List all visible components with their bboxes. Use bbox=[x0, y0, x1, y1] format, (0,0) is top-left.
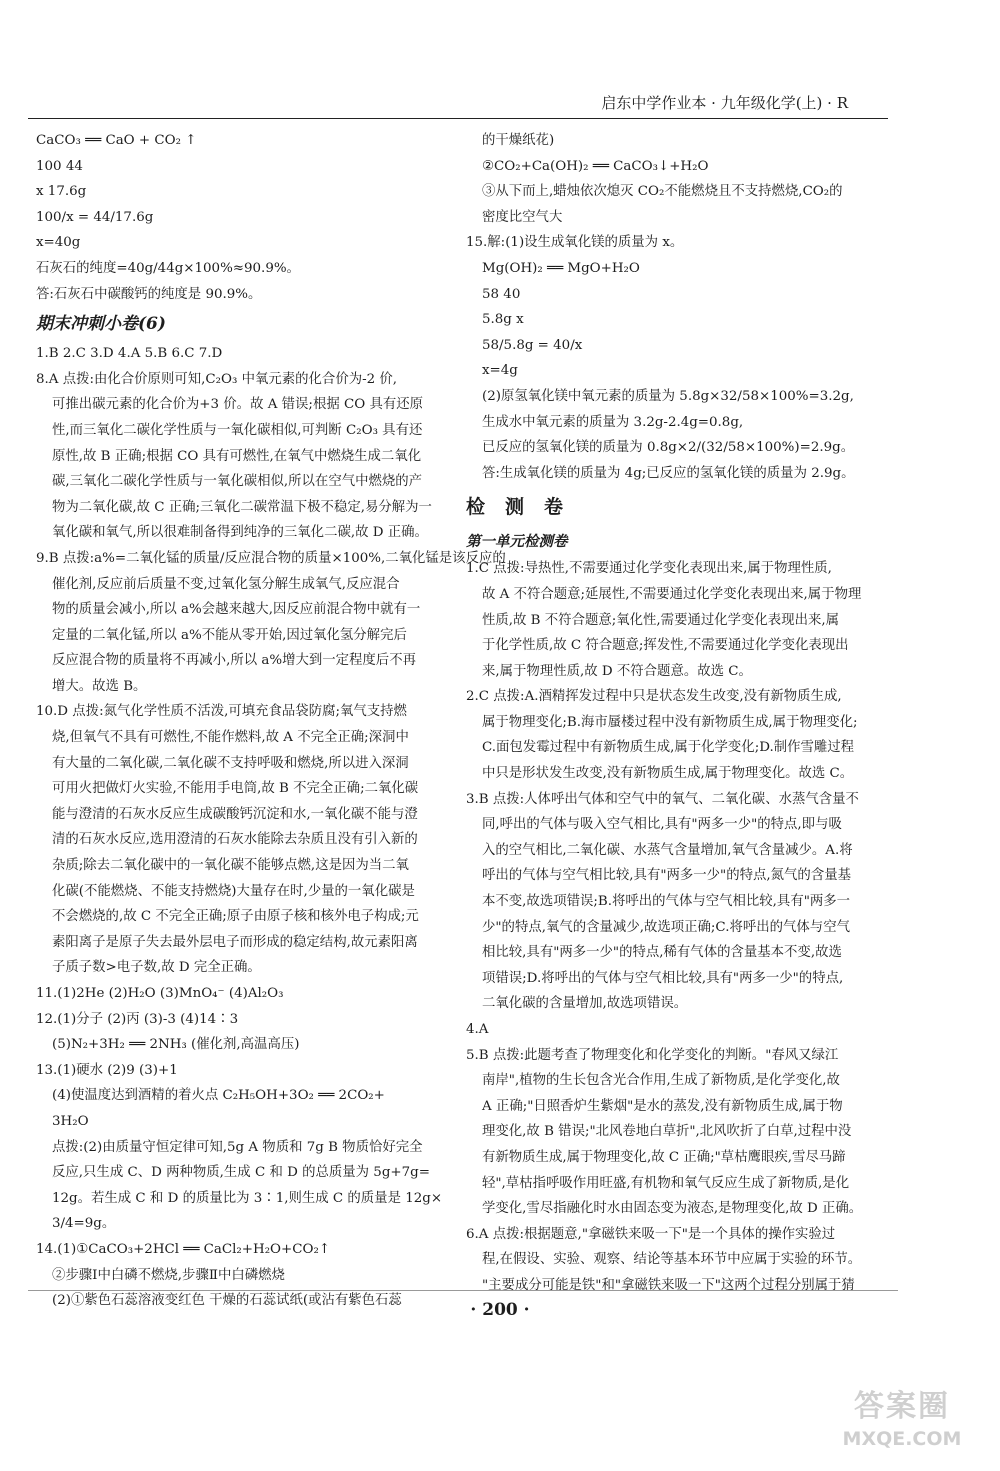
text-line: 可用火把做灯火实验,不能用手电筒,故 B 不完全正确;二氧化碳 bbox=[52, 781, 419, 797]
text-line: 100 44 bbox=[36, 158, 83, 174]
header-title: 启东中学作业本 · 九年级化学(上) · R bbox=[601, 94, 848, 112]
text-line: 少"的特点,氧气的含量减少,故选项正确;C.将呼出的气体与空气 bbox=[482, 919, 850, 935]
text-line: 有大量的二氧化碳,二氧化碳不支持呼吸和燃烧,所以进入深洞 bbox=[52, 755, 409, 771]
text-line: CaCO₃ ══ CaO + CO₂ ↑ bbox=[36, 133, 197, 148]
text-line: 素阳离子是原子失去最外层电子而形成的稳定结构,故元素阳离 bbox=[52, 934, 418, 950]
text-line: 点拨:(2)由质量守恒定律可知,5g A 物质和 7g B 物质恰好完全 bbox=[52, 1139, 423, 1155]
footer-rule bbox=[28, 1290, 898, 1291]
text-line: "主要成分可能是铁"和"拿磁铁来吸一下"这两个过程分别属于猜 bbox=[482, 1277, 855, 1293]
text-line: 反应,只生成 C、D 两种物质,生成 C 和 D 的总质量为 5g+7g= bbox=[52, 1165, 430, 1181]
text-line: (5)N₂+3H₂ ══ 2NH₃ (催化剂,高温高压) bbox=[52, 1037, 300, 1053]
text-line: 理变化,故 B 错误;"北风卷地白草折",北风吹折了白草,过程中没 bbox=[482, 1124, 852, 1140]
text-line: 3H₂O bbox=[52, 1113, 89, 1129]
watermark-line1: 答案圈 bbox=[854, 1389, 950, 1424]
text-line: 增大。故选 B。 bbox=[52, 678, 147, 694]
text-line: (2)原氢氧化镁中氧元素的质量为 5.8g×32/58×100%=3.2g, bbox=[482, 388, 854, 404]
right-column bbox=[466, 128, 896, 1299]
text-line: 可推出碳元素的化合价为+3 价。故 A 错误;根据 CO 具有还原 bbox=[52, 397, 424, 413]
text-line: 有新物质生成,属于物理变化,故 C 正确;"草枯鹰眼疾,雪尽马蹄 bbox=[482, 1149, 846, 1165]
text-line: ②步骤Ⅰ中白磷不燃烧,步骤Ⅱ中白磷燃烧 bbox=[52, 1267, 285, 1283]
section-heading: 第一单元检测卷 bbox=[466, 533, 568, 551]
text-line: 物为二氧化碳,故 C 正确;三氧化二碳常温下极不稳定,易分解为一 bbox=[52, 499, 432, 515]
text-line: 石灰石的纯度=40g/44g×100%≈90.9%。 bbox=[36, 260, 300, 276]
page-header bbox=[28, 88, 888, 119]
text-line: 58/5.8g = 40/x bbox=[482, 337, 583, 353]
text-line: 10.D 点拨:氮气化学性质不活泼,可填充食品袋防腐;氧气支持燃 bbox=[36, 704, 407, 720]
text-line: 本不变,故选项错误;B.将呼出的气体与空气相比较,具有"两多一 bbox=[482, 894, 851, 910]
text-line: 1.B 2.C 3.D 4.A 5.B 6.C 7.D bbox=[36, 346, 223, 362]
text-line: 不会燃烧的,故 C 不完全正确;原子由原子核和核外电子构成;元 bbox=[52, 909, 419, 925]
text-line: 定量的二氧化锰,所以 a%不能从零开始,因过氧化氢分解完后 bbox=[52, 627, 407, 643]
watermark-line2: MXQE.COM bbox=[842, 1428, 962, 1450]
text-line: 属于物理变化;B.海市蜃楼过程中没有新物质生成,属于物理变化; bbox=[482, 714, 858, 730]
text-line: 清的石灰水反应,选用澄清的石灰水能除去杂质且没有引入新的 bbox=[52, 832, 418, 848]
text-line: C.面包发霉过程中有新物质生成,属于化学变化;D.制作雪雕过程 bbox=[482, 740, 855, 756]
text-line: 反应混合物的质量将不再减小,所以 a%增大到一定程度后不再 bbox=[52, 653, 416, 669]
text-line: 12g。若生成 C 和 D 的质量比为 3∶1,则生成 C 的质量是 12g× bbox=[52, 1190, 443, 1206]
text-line: 同,呼出的气体与吸入空气相比,具有"两多一少"的特点,即与吸 bbox=[482, 817, 842, 833]
text-line: 南岸",植物的生长包含光合作用,生成了新物质,是化学变化,故 bbox=[482, 1073, 840, 1089]
text-line: 原性,故 B 正确;根据 CO 具有可燃性,在氧气中燃烧生成二氧化 bbox=[52, 448, 422, 464]
text-line: 2.C 点拨:A.酒精挥发过程中只是状态发生改变,没有新物质生成, bbox=[466, 689, 842, 705]
text-line: 项错误;D.将呼出的气体与空气相比较,具有"两多一少"的特点, bbox=[482, 970, 844, 986]
text-line: 杂质;除去二氧化碳中的一氧化碳不能够点燃,这是因为当二氧 bbox=[52, 858, 409, 874]
text-line: 3.B 点拨:人体呼出气体和空气中的氧气、二氧化碳、水蒸气含量不 bbox=[466, 791, 859, 807]
text-line: 子质子数>电子数,故 D 完全正确。 bbox=[52, 960, 261, 976]
text-line: 学变化,雪尽指融化时水由固态变为液态,是物理变化,故 D 正确。 bbox=[482, 1201, 863, 1217]
text-line: ③从下而上,蜡烛依次熄灭 CO₂不能燃烧且不支持燃烧,CO₂的 bbox=[482, 184, 843, 200]
text-line: 100/x = 44/17.6g bbox=[36, 209, 154, 225]
text-line: 轻",草枯指呼吸作用旺盛,有机物和氧气反应生成了新物质,是化 bbox=[482, 1175, 850, 1191]
text-line: 生成水中氧元素的质量为 3.2g-2.4g=0.8g, bbox=[482, 414, 744, 430]
text-line: 13.(1)硬水 (2)9 (3)+1 bbox=[36, 1062, 178, 1078]
text-line: 5.8g x bbox=[482, 312, 524, 328]
text-line: 4.A bbox=[466, 1022, 489, 1037]
text-line: 于化学性质,故 C 符合题意;挥发性,不需要通过化学变化表现出 bbox=[482, 638, 849, 654]
section-heading: 检测卷 bbox=[466, 496, 584, 519]
text-line: 11.(1)2He (2)H₂O (3)MnO₄⁻ (4)Al₂O₃ bbox=[36, 986, 284, 1001]
text-line: 58 40 bbox=[482, 286, 521, 302]
text-line: 5.B 点拨:此题考查了物理变化和化学变化的判断。"春风又绿江 bbox=[466, 1047, 839, 1063]
text-line: Mg(OH)₂ ══ MgO+H₂O bbox=[482, 260, 640, 276]
page-number: · 200 · bbox=[470, 1300, 530, 1320]
text-line: 15.解:(1)设生成氧化镁的质量为 x。 bbox=[466, 235, 684, 251]
text-line: 6.A 点拨:根据题意,"拿磁铁来吸一下"是一个具体的操作实验过 bbox=[466, 1226, 836, 1242]
text-line: 相比较,具有"两多一少"的特点,稀有气体的含量基本不变,故选 bbox=[482, 945, 842, 961]
text-line: 12.(1)分子 (2)丙 (3)-3 (4)14∶3 bbox=[36, 1011, 239, 1027]
text-line: 答:生成氧化镁的质量为 4g;已反应的氢氧化镁的质量为 2.9g。 bbox=[482, 465, 855, 481]
text-line: 物的质量会减小,所以 a%会越来越大,因反应前混合物中就有一 bbox=[52, 602, 421, 618]
text-line: 入的空气相比,二氧化碳、水蒸气含量增加,氧气含量减少。A.将 bbox=[482, 842, 853, 858]
text-line: 二氧化碳的含量增加,故选项错误。 bbox=[482, 996, 688, 1012]
text-line: 答:石灰石中碳酸钙的纯度是 90.9%。 bbox=[36, 286, 262, 302]
text-line: 烧,但氧气不具有可燃性,不能作燃料,故 A 不完全正确;深洞中 bbox=[52, 730, 409, 746]
text-line: 故 A 不符合题意;延展性,不需要通过化学变化表现出来,属于物理 bbox=[482, 586, 862, 602]
text-line: 中只是形状发生改变,没有新物质生成,属于物理变化。故选 C。 bbox=[482, 766, 854, 782]
text-line: 碳,三氧化二碳化学性质与一氧化碳相似,所以在空气中燃烧的产 bbox=[52, 474, 423, 490]
text-line: (4)使温度达到酒精的着火点 C₂H₅OH+3O₂ ══ 2CO₂+ bbox=[52, 1088, 385, 1104]
text-line: x=40g bbox=[36, 235, 81, 251]
text-line: 1.C 点拨:导热性,不需要通过化学变化表现出来,属于物理性质, bbox=[466, 561, 832, 577]
text-line: 密度比空气大 bbox=[482, 209, 563, 225]
text-line: 性质,故 B 不符合题意;氧化性,需要通过化学变化表现出来,属 bbox=[482, 612, 840, 628]
text-line: x 17.6g bbox=[36, 184, 87, 200]
text-line: ②CO₂+Ca(OH)₂ ══ CaCO₃↓+H₂O bbox=[482, 158, 709, 174]
text-line: 3/4=9g。 bbox=[52, 1216, 116, 1232]
text-line: 呼出的气体与空气相比较,具有"两多一少"的特点,氮气的含量基 bbox=[482, 868, 851, 884]
text-line: 14.(1)①CaCO₃+2HCl ══ CaCl₂+H₂O+CO₂↑ bbox=[36, 1241, 331, 1257]
text-line: 氧化碳和氧气,所以很难制备得到纯净的三氧化二碳,故 D 正确。 bbox=[52, 525, 428, 541]
text-line: 8.A 点拨:由化合价原则可知,C₂O₃ 中氧元素的化合价为-2 价, bbox=[36, 371, 398, 387]
text-line: 已反应的氢氧化镁的质量为 0.8g×2/(32/58×100%)=2.9g。 bbox=[482, 440, 855, 456]
text-line: 催化剂,反应前后质量不变,过氧化氢分解生成氧气,反应混合 bbox=[52, 576, 400, 592]
section-heading: 期末冲刺小卷(6) bbox=[36, 314, 166, 335]
text-line: 程,在假设、实验、观察、结论等基本环节中应属于实验的环节。 bbox=[482, 1252, 862, 1268]
text-line: x=4g bbox=[482, 363, 518, 379]
watermark-logo bbox=[822, 1387, 982, 1457]
text-line: 来,属于物理性质,故 D 不符合题意。故选 C。 bbox=[482, 663, 752, 679]
text-line: 能与澄清的石灰水反应生成碳酸钙沉淀和水,一氧化碳不能与澄 bbox=[52, 806, 418, 822]
text-line: 性,而三氧化二碳化学性质与一氧化碳相似,可判断 C₂O₃ 具有还 bbox=[52, 422, 423, 438]
text-line: (2)①紫色石蕊溶液变红色 干燥的石蕊试纸(或沾有紫色石蕊 bbox=[52, 1293, 402, 1309]
text-line: 化碳(不能燃烧、不能支持燃烧)大量存在时,少量的一氧化碳是 bbox=[52, 883, 415, 899]
text-line: 的干燥纸花) bbox=[482, 133, 555, 148]
text-line: A 正确;"日照香炉生紫烟"是水的蒸发,没有新物质生成,属于物 bbox=[482, 1098, 843, 1114]
text-line: 9.B 点拨:a%=二氧化锰的质量/反应混合物的质量×100%,二氧化锰是该反应的 bbox=[36, 550, 506, 566]
